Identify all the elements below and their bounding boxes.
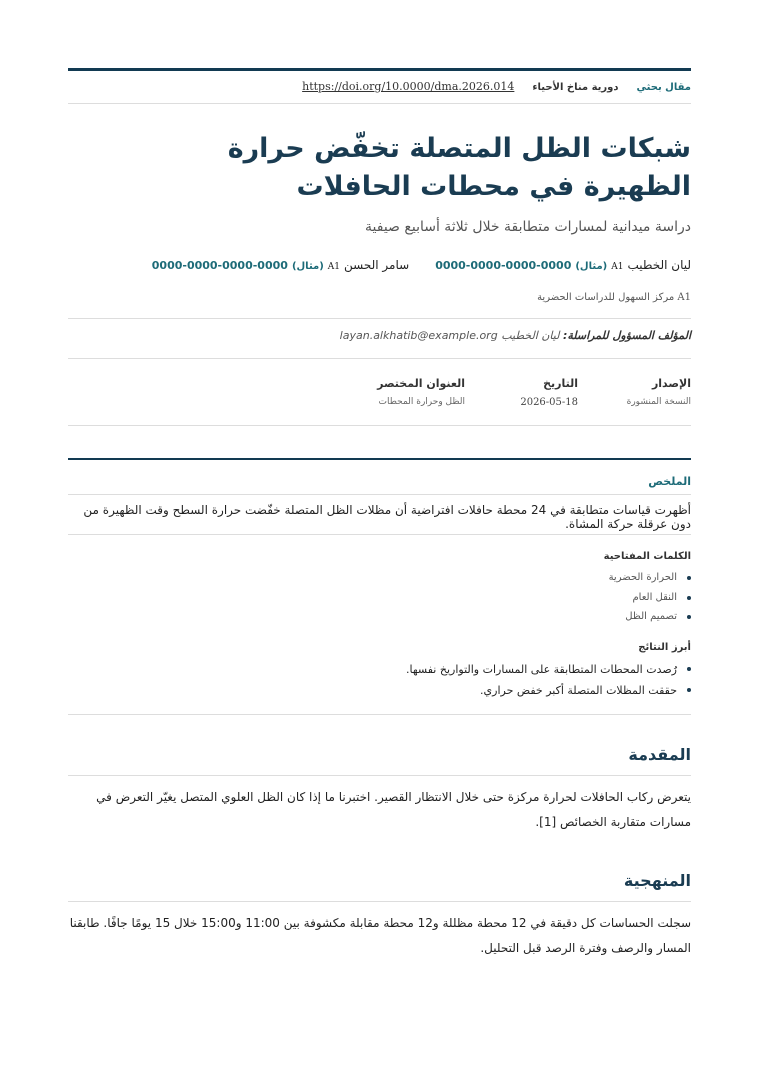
journal-meta [302, 80, 691, 93]
divider [68, 358, 691, 359]
highlights-heading: أبرز النتائج [638, 642, 691, 653]
orcid-tag: (مثال) [291, 261, 324, 272]
author-name: ليان الخطيب [627, 258, 691, 272]
article-info [325, 377, 691, 408]
doi-link[interactable]: https://doi.org/10.0000/dma.2026.014 [302, 80, 515, 93]
highlight-item: حققت المظلات المتصلة أكبر خفض حراري. [406, 680, 691, 701]
section-heading-methodology: المنهجية [623, 871, 691, 890]
info-heading: العنوان المختصر [377, 377, 465, 390]
section-heading-introduction: المقدمة [628, 745, 691, 764]
divider [68, 775, 691, 776]
keyword-item: النقل العام [609, 588, 691, 608]
divider [68, 103, 691, 104]
article-title: شبكات الظل المتصلة تخفّض حرارة الظهيرة في محطات الحافلات [227, 133, 691, 202]
correspondence [340, 329, 691, 342]
correspondence-name: ليان الخطيب [501, 329, 560, 342]
affiliation-mark: A1 [677, 292, 691, 303]
divider [68, 714, 691, 715]
info-value: 2026-05-18 [520, 397, 578, 408]
keyword-list [609, 568, 691, 627]
info-short-title [325, 377, 465, 408]
info-value: النسخة المنشورة [626, 397, 691, 407]
info-version [578, 377, 691, 408]
keyword-item: تصميم الظل [609, 607, 691, 627]
divider [68, 901, 691, 902]
info-heading: التاريخ [543, 377, 578, 390]
orcid-link[interactable]: 0000-0000-0000-0000 [151, 259, 288, 272]
abstract-heading: الملخص [648, 475, 691, 488]
correspondence-email[interactable]: layan.alkhatib@example.org [339, 329, 498, 342]
author [435, 258, 691, 272]
keyword-item: الحرارة الحضرية [609, 568, 691, 588]
info-date [465, 377, 578, 408]
top-rule [68, 68, 691, 71]
abstract-text: أظهرت قياسات متطابقة في 24 محطة حافلات افتراضية أن مظلات الظل المتصلة خفّضت حرارة السطح وقت الظهيرة من دون عرقلة حركة المشاة. [83, 503, 691, 531]
affiliation-mark: A1 [611, 262, 624, 272]
author-name: سامر الحسن [344, 258, 410, 272]
methodology-paragraph: سجلت الحساسات كل دقيقة في 12 محطة مظللة و12 محطة مقابلة مكشوفة بين 11:00 و15:00 خلال 15 يومًا جافًا. طابقنا المسار والرصف وفترة الرصد قبل التحليل. [69, 916, 691, 955]
info-value: الظل وحرارة المحطات [378, 397, 465, 407]
divider [68, 425, 691, 426]
journal-name: دورية مناخ الأحياء [532, 82, 619, 93]
article-type: مقال بحثي [636, 82, 691, 93]
article-subtitle: دراسة ميدانية لمسارات متطابقة خلال ثلاثة أسابيع صيفية [365, 219, 691, 235]
highlight-item: رُصدت المحطات المتطابقة على المسارات والتواريخ نفسها. [406, 659, 691, 680]
author-list [152, 258, 691, 272]
affiliation-mark: A1 [327, 262, 341, 272]
divider [68, 318, 691, 319]
affiliation-text: مركز السهول للدراسات الحضرية [537, 292, 675, 303]
divider [68, 494, 691, 495]
highlight-list [406, 659, 691, 701]
orcid-link[interactable]: 0000-0000-0000-0000 [435, 259, 572, 272]
introduction-paragraph: يتعرض ركاب الحافلات لحرارة مركزة حتى خلال الانتظار القصير. اختبرنا ما إذا كان الظل العلوي المتصل يغيّر التعرض في مسارات متقاربة الخصائص [1]. [96, 790, 691, 829]
affiliation [537, 292, 691, 303]
info-heading: الإصدار [651, 377, 691, 390]
keywords-heading: الكلمات المفتاحية [603, 551, 691, 562]
divider [68, 534, 691, 535]
author [152, 258, 409, 272]
abstract-rule [68, 458, 691, 460]
correspondence-label: المؤلف المسؤول للمراسلة: [562, 329, 691, 342]
orcid-tag: (مثال) [575, 261, 608, 272]
